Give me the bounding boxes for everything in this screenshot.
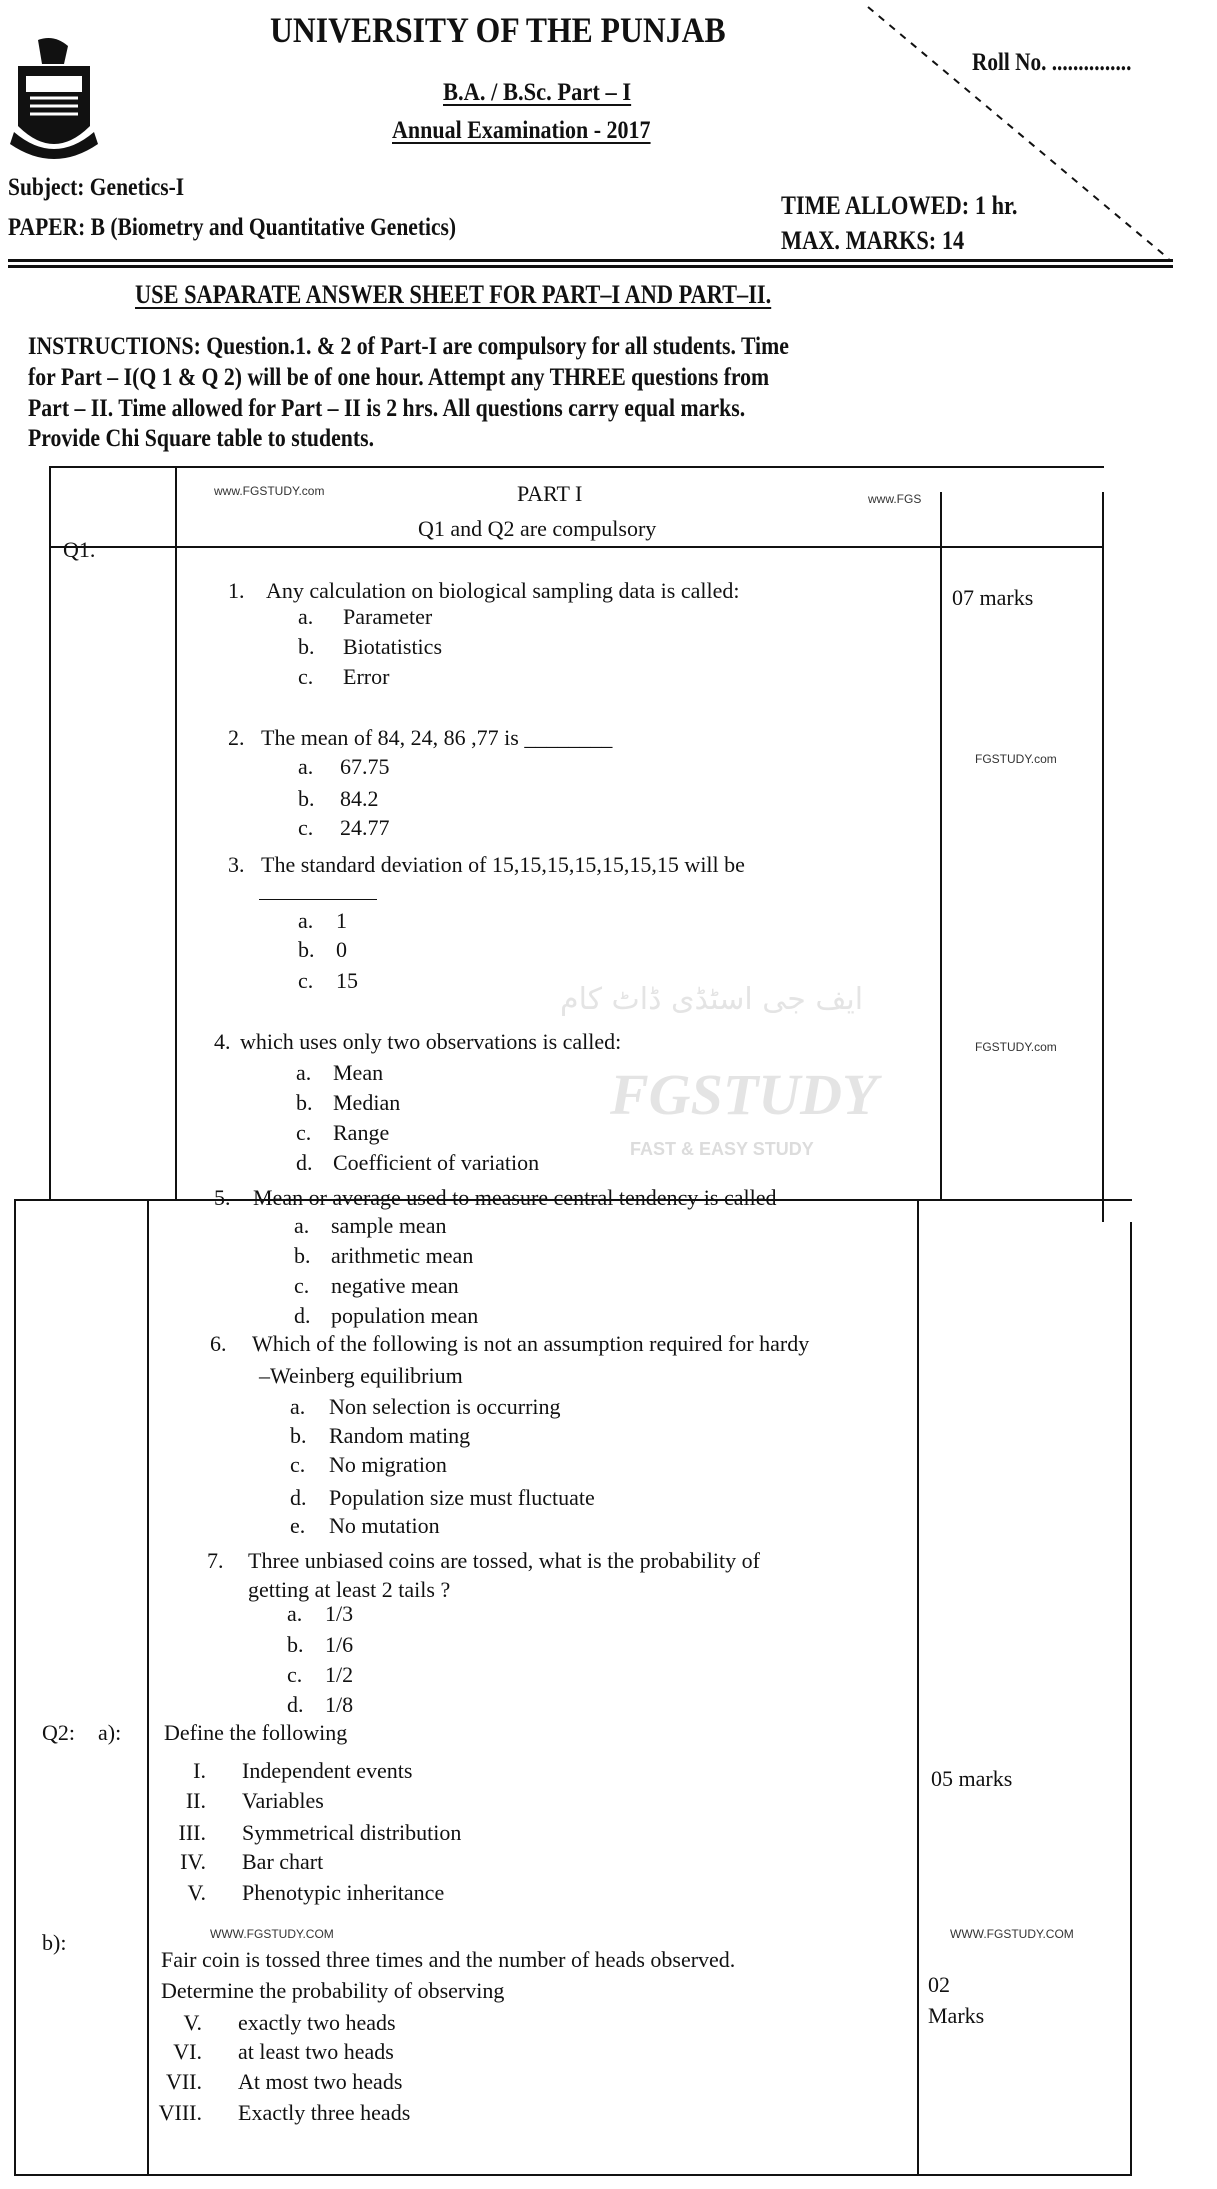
instructions-line: Part – II. Time allowed for Part – II is 2 hrs. All questions carry equal marks. — [28, 395, 746, 422]
option-letter: b. — [298, 634, 315, 659]
roman-numeral: III. — [178, 1820, 206, 1845]
question-number: 5. — [214, 1185, 231, 1210]
question-label: Q2: — [42, 1720, 75, 1745]
option-letter: b. — [287, 1632, 304, 1657]
option-text: arithmetic mean — [331, 1243, 474, 1268]
table-border-right — [1102, 492, 1104, 1222]
university-crest-logo — [8, 36, 100, 162]
option-text: 1/8 — [325, 1692, 354, 1717]
table-header-divider — [49, 546, 1104, 548]
option-text: 67.75 — [340, 754, 390, 779]
question-marks: Marks — [928, 2003, 985, 2028]
watermark-text: www.FGSTUDY.com — [214, 484, 325, 498]
max-marks: MAX. MARKS: 14 — [781, 226, 965, 255]
header-divider — [8, 265, 1173, 268]
option-letter: c. — [296, 1120, 312, 1145]
watermark-text: www.FGS — [868, 492, 922, 506]
question-number: 1. — [228, 578, 245, 603]
exam-title: Annual Examination - 2017 — [392, 117, 651, 144]
option-text: Median — [333, 1090, 401, 1115]
table-column-divider — [940, 492, 942, 1199]
header-divider — [8, 259, 1173, 262]
option-letter: b. — [298, 786, 315, 811]
question-text: getting at least 2 tails ? — [248, 1577, 451, 1602]
question-text: Mean or average used to measure central tendency is called — [253, 1185, 777, 1210]
probability-item: Exactly three heads — [238, 2100, 411, 2125]
option-text: Random mating — [329, 1423, 471, 1448]
question-part-label: a): — [98, 1720, 122, 1745]
question-text: which uses only two observations is called: — [240, 1029, 622, 1054]
question-text: Define the following — [164, 1720, 348, 1745]
watermark-text: FGSTUDY.com — [975, 1040, 1057, 1054]
option-letter: c. — [287, 1662, 303, 1687]
question-number: 3. — [228, 852, 245, 877]
table-border-right — [1130, 1222, 1132, 2176]
roman-numeral: IV. — [180, 1849, 206, 1874]
question-text: Three unbiased coins are tossed, what is the probability of — [248, 1548, 760, 1573]
definition-item: Variables — [242, 1788, 324, 1813]
instructions-line: for Part – I(Q 1 & Q 2) will be of one hour. Attempt any THREE questions from — [28, 364, 770, 391]
answer-sheet-notice: USE SAPARATE ANSWER SHEET FOR PART–I AND PART–II. — [135, 280, 772, 309]
watermark-brand: FGSTUDY — [610, 1062, 878, 1127]
instructions-line: INSTRUCTIONS: Question.1. & 2 of Part-I are compulsory for all students. Time — [28, 333, 789, 360]
question-number: 2. — [228, 725, 245, 750]
definition-item: Independent events — [242, 1758, 413, 1783]
roman-numeral: V. — [187, 1880, 206, 1905]
question-part-label: b): — [42, 1930, 67, 1955]
option-letter: d. — [296, 1150, 313, 1175]
part-subtitle: Q1 and Q2 are compulsory — [418, 516, 657, 541]
question-number: 7. — [207, 1548, 224, 1573]
option-letter: a. — [296, 1060, 312, 1085]
option-letter: d. — [290, 1485, 307, 1510]
watermark-text: FGSTUDY.com — [975, 752, 1057, 766]
option-text: Mean — [333, 1060, 384, 1085]
table-border-left — [49, 466, 51, 1199]
option-letter: b. — [298, 937, 315, 962]
option-letter: d. — [294, 1303, 311, 1328]
option-text: 15 — [336, 968, 358, 993]
option-text: 1/3 — [325, 1601, 354, 1626]
option-text: Range — [333, 1120, 390, 1145]
instructions-line: Provide Chi Square table to students. — [28, 425, 375, 452]
option-text: Error — [343, 664, 390, 689]
time-allowed: TIME ALLOWED: 1 hr. — [781, 191, 1018, 220]
option-text: negative mean — [331, 1273, 459, 1298]
roll-number-field: Roll No. ............... — [972, 49, 1132, 76]
question-marks: 02 — [928, 1972, 950, 1997]
option-text: Parameter — [343, 604, 433, 629]
subject-label: Subject: Genetics-I — [8, 174, 185, 201]
roman-numeral: II. — [185, 1788, 206, 1813]
question-text: Which of the following is not an assumption required for hardy — [252, 1331, 810, 1356]
option-letter: c. — [298, 664, 314, 689]
option-letter: a. — [298, 908, 314, 933]
option-text: 1/2 — [325, 1662, 354, 1687]
option-text: 0 — [336, 937, 347, 962]
question-label: Q1. — [63, 537, 96, 562]
probability-item: exactly two heads — [238, 2010, 396, 2035]
question-marks: 05 marks — [931, 1766, 1013, 1791]
question-marks: 07 marks — [952, 585, 1034, 610]
watermark-text: WWW.FGSTUDY.COM — [950, 1927, 1074, 1941]
definition-item: Symmetrical distribution — [242, 1820, 462, 1845]
table-column-divider — [917, 1199, 919, 2176]
option-text: Non selection is occurring — [329, 1394, 561, 1419]
option-letter: b. — [296, 1090, 313, 1115]
watermark-tagline: FAST & EASY STUDY — [630, 1139, 814, 1159]
university-title: UNIVERSITY OF THE PUNJAB — [270, 10, 726, 50]
option-letter: b. — [290, 1423, 307, 1448]
definition-item: Phenotypic inheritance — [242, 1880, 445, 1905]
question-text: The standard deviation of 15,15,15,15,15,15,15 will be — [261, 852, 745, 877]
table-border-bottom — [14, 2174, 1132, 2176]
watermark-text: WWW.FGSTUDY.COM — [210, 1927, 334, 1941]
question-text: Any calculation on biological sampling data is called: — [266, 578, 740, 603]
question-number: 4. — [214, 1029, 231, 1054]
table-border-left — [14, 1199, 16, 2176]
option-text: Coefficient of variation — [333, 1150, 540, 1175]
class-title: B.A. / B.Sc. Part – I — [443, 79, 632, 106]
option-text: 1/6 — [325, 1632, 354, 1657]
question-number: 6. — [210, 1331, 227, 1356]
roman-numeral: VII. — [165, 2069, 202, 2094]
option-text: population mean — [331, 1303, 479, 1328]
option-letter: a. — [298, 604, 314, 629]
option-letter: c. — [298, 968, 314, 993]
table-border-top — [49, 466, 1104, 468]
probability-item: At most two heads — [238, 2069, 403, 2094]
roman-numeral: I. — [193, 1758, 206, 1783]
paper-label: PAPER: B (Biometry and Quantitative Genetics) — [8, 214, 457, 241]
definition-item: Bar chart — [242, 1849, 324, 1874]
roman-numeral: VI. — [173, 2039, 202, 2064]
part-title: PART I — [517, 481, 583, 506]
option-text: Biotatistics — [343, 634, 442, 659]
option-letter: a. — [298, 754, 314, 779]
option-letter: d. — [287, 1692, 304, 1717]
option-letter: b. — [294, 1243, 311, 1268]
question-text: –Weinberg equilibrium — [259, 1363, 463, 1388]
option-text: No migration — [329, 1452, 447, 1477]
option-letter: c. — [298, 815, 314, 840]
question-text: The mean of 84, 24, 86 ,77 is ________ — [261, 725, 613, 750]
option-letter: e. — [290, 1513, 306, 1538]
option-text: 24.77 — [340, 815, 390, 840]
option-letter: c. — [294, 1273, 310, 1298]
probability-item: at least two heads — [238, 2039, 394, 2064]
question-text: Fair coin is tossed three times and the number of heads observed. — [161, 1947, 736, 1972]
roman-numeral: V. — [183, 2010, 202, 2035]
option-letter: a. — [290, 1394, 306, 1419]
answer-blank-line — [259, 899, 377, 900]
watermark-urdu: ایف جی اسٹڈی ڈاٹ کام — [560, 982, 864, 1017]
option-text: 84.2 — [340, 786, 379, 811]
option-letter: c. — [290, 1452, 306, 1477]
option-letter: a. — [294, 1213, 310, 1238]
question-text: Determine the probability of observing — [161, 1978, 505, 2003]
option-text: sample mean — [331, 1213, 447, 1238]
option-letter: a. — [287, 1601, 303, 1626]
option-text: Population size must fluctuate — [329, 1485, 595, 1510]
option-text: No mutation — [329, 1513, 440, 1538]
option-text: 1 — [336, 908, 347, 933]
roman-numeral: VIII. — [158, 2100, 202, 2125]
table-column-divider — [175, 466, 177, 1199]
